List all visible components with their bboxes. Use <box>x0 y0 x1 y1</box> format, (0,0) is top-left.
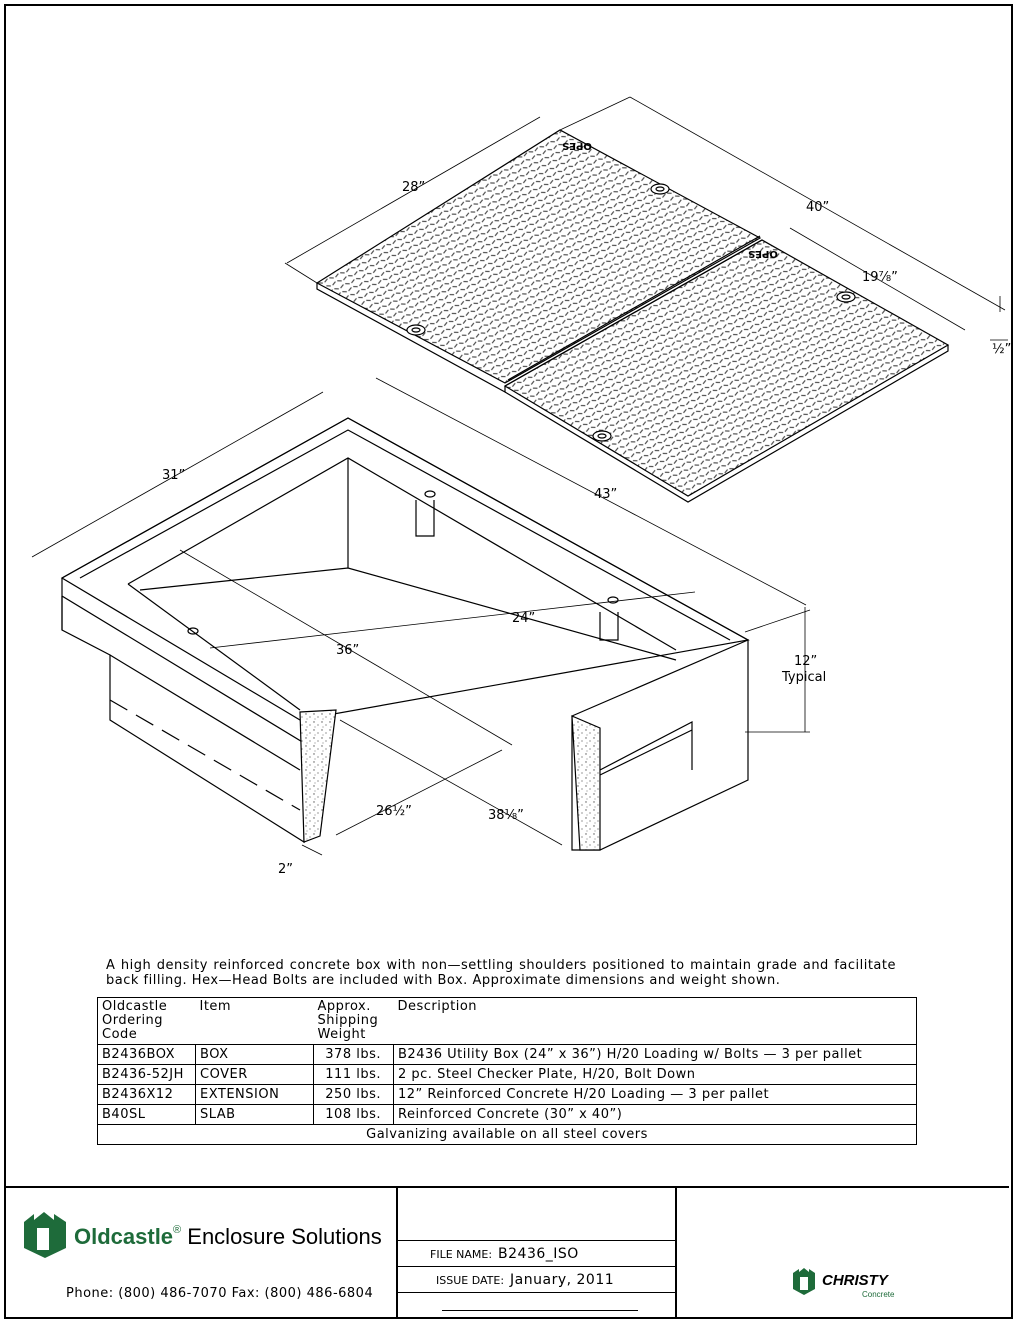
dim-inner-width: 24” <box>512 611 536 626</box>
row-item: EXTENSION <box>196 1085 314 1105</box>
row-description: 2 pc. Steel Checker Plate, H/20, Bolt Down <box>394 1065 917 1085</box>
dim-cover-panel: 19⅞” <box>862 270 898 285</box>
row-description: B2436 Utility Box (24” x 36”) H/20 Loading w/ Bolts — 3 per pallet <box>394 1045 917 1065</box>
hdr-code-1: Oldcastle <box>102 999 168 1014</box>
oldcastle-logo-icon <box>20 1210 70 1260</box>
dim-height-note: Typical <box>782 670 827 685</box>
row-description: Reinforced Concrete (30” x 40”) <box>394 1105 917 1125</box>
dim-wall: 2” <box>278 862 294 877</box>
table-header-row <box>98 998 917 1045</box>
row-line <box>398 1266 675 1267</box>
hdr-item: Item <box>199 999 232 1014</box>
row-weight: 111 lbs. <box>314 1065 394 1085</box>
row-line <box>398 1292 675 1293</box>
table-row <box>98 1065 917 1085</box>
table-row <box>98 1105 917 1125</box>
row-line <box>398 1240 675 1241</box>
product-description: A high density reinforced concrete box with non—settling shoulders positioned to maintain grade and facilitate back filling. Hex—Head Bolts are included with Box. Approximate dimensions and weight shown. <box>106 958 896 988</box>
row-code: B2436-52JH <box>98 1065 196 1085</box>
hdr-description: Description <box>397 999 478 1014</box>
christy-logo-icon <box>790 1266 818 1296</box>
hdr-weight-3: Weight <box>317 1027 366 1042</box>
table-footnote-row <box>98 1125 917 1145</box>
dim-box-width: 31” <box>162 468 186 483</box>
row-item: BOX <box>196 1045 314 1065</box>
dim-bottom-width: 26½” <box>376 804 412 819</box>
divider <box>675 1188 677 1317</box>
dim-box-length: 43” <box>594 487 618 502</box>
table-row <box>98 1085 917 1105</box>
cover-marking-1: OPES <box>562 140 592 151</box>
divider <box>396 1188 398 1317</box>
spec-table <box>97 997 917 1145</box>
issue-date-field: ISSUE DATE: January, 2011 <box>436 1272 615 1288</box>
table-row <box>98 1045 917 1065</box>
title-block <box>4 1186 1009 1317</box>
signature-line <box>442 1310 638 1311</box>
file-name-field: FILE NAME: B2436_ISO <box>430 1246 579 1262</box>
row-item: SLAB <box>196 1105 314 1125</box>
dim-cover-length: 40” <box>806 200 830 215</box>
oldcastle-brand: Oldcastle® Enclosure Solutions <box>74 1224 382 1249</box>
row-weight: 250 lbs. <box>314 1085 394 1105</box>
row-weight: 108 lbs. <box>314 1105 394 1125</box>
dim-cover-width: 28” <box>402 180 426 195</box>
hdr-code-3: Code <box>102 1027 138 1042</box>
christy-brand: CHRISTY <box>822 1272 888 1289</box>
row-description: 12” Reinforced Concrete H/20 Loading — 3 per pallet <box>394 1085 917 1105</box>
dim-height: 12” <box>794 654 818 669</box>
hdr-weight-2: Shipping <box>317 1013 379 1028</box>
dim-cover-thickness: ½” <box>992 342 1012 357</box>
row-code: B40SL <box>98 1105 196 1125</box>
hdr-code-2: Ordering <box>102 1013 164 1028</box>
hdr-weight-1: Approx. <box>317 999 371 1014</box>
row-weight: 378 lbs. <box>314 1045 394 1065</box>
dim-inner-length: 36” <box>336 643 360 658</box>
row-code: B2436BOX <box>98 1045 196 1065</box>
phone-fax: Phone: (800) 486-7070 Fax: (800) 486-6804 <box>66 1286 374 1301</box>
dim-bottom-length: 38⅛” <box>488 808 524 823</box>
row-item: COVER <box>196 1065 314 1085</box>
christy-sub: Concrete <box>862 1290 895 1299</box>
galvanizing-note: Galvanizing available on all steel covers <box>98 1125 917 1145</box>
cover-marking-2: OPES <box>748 248 778 259</box>
row-code: B2436X12 <box>98 1085 196 1105</box>
